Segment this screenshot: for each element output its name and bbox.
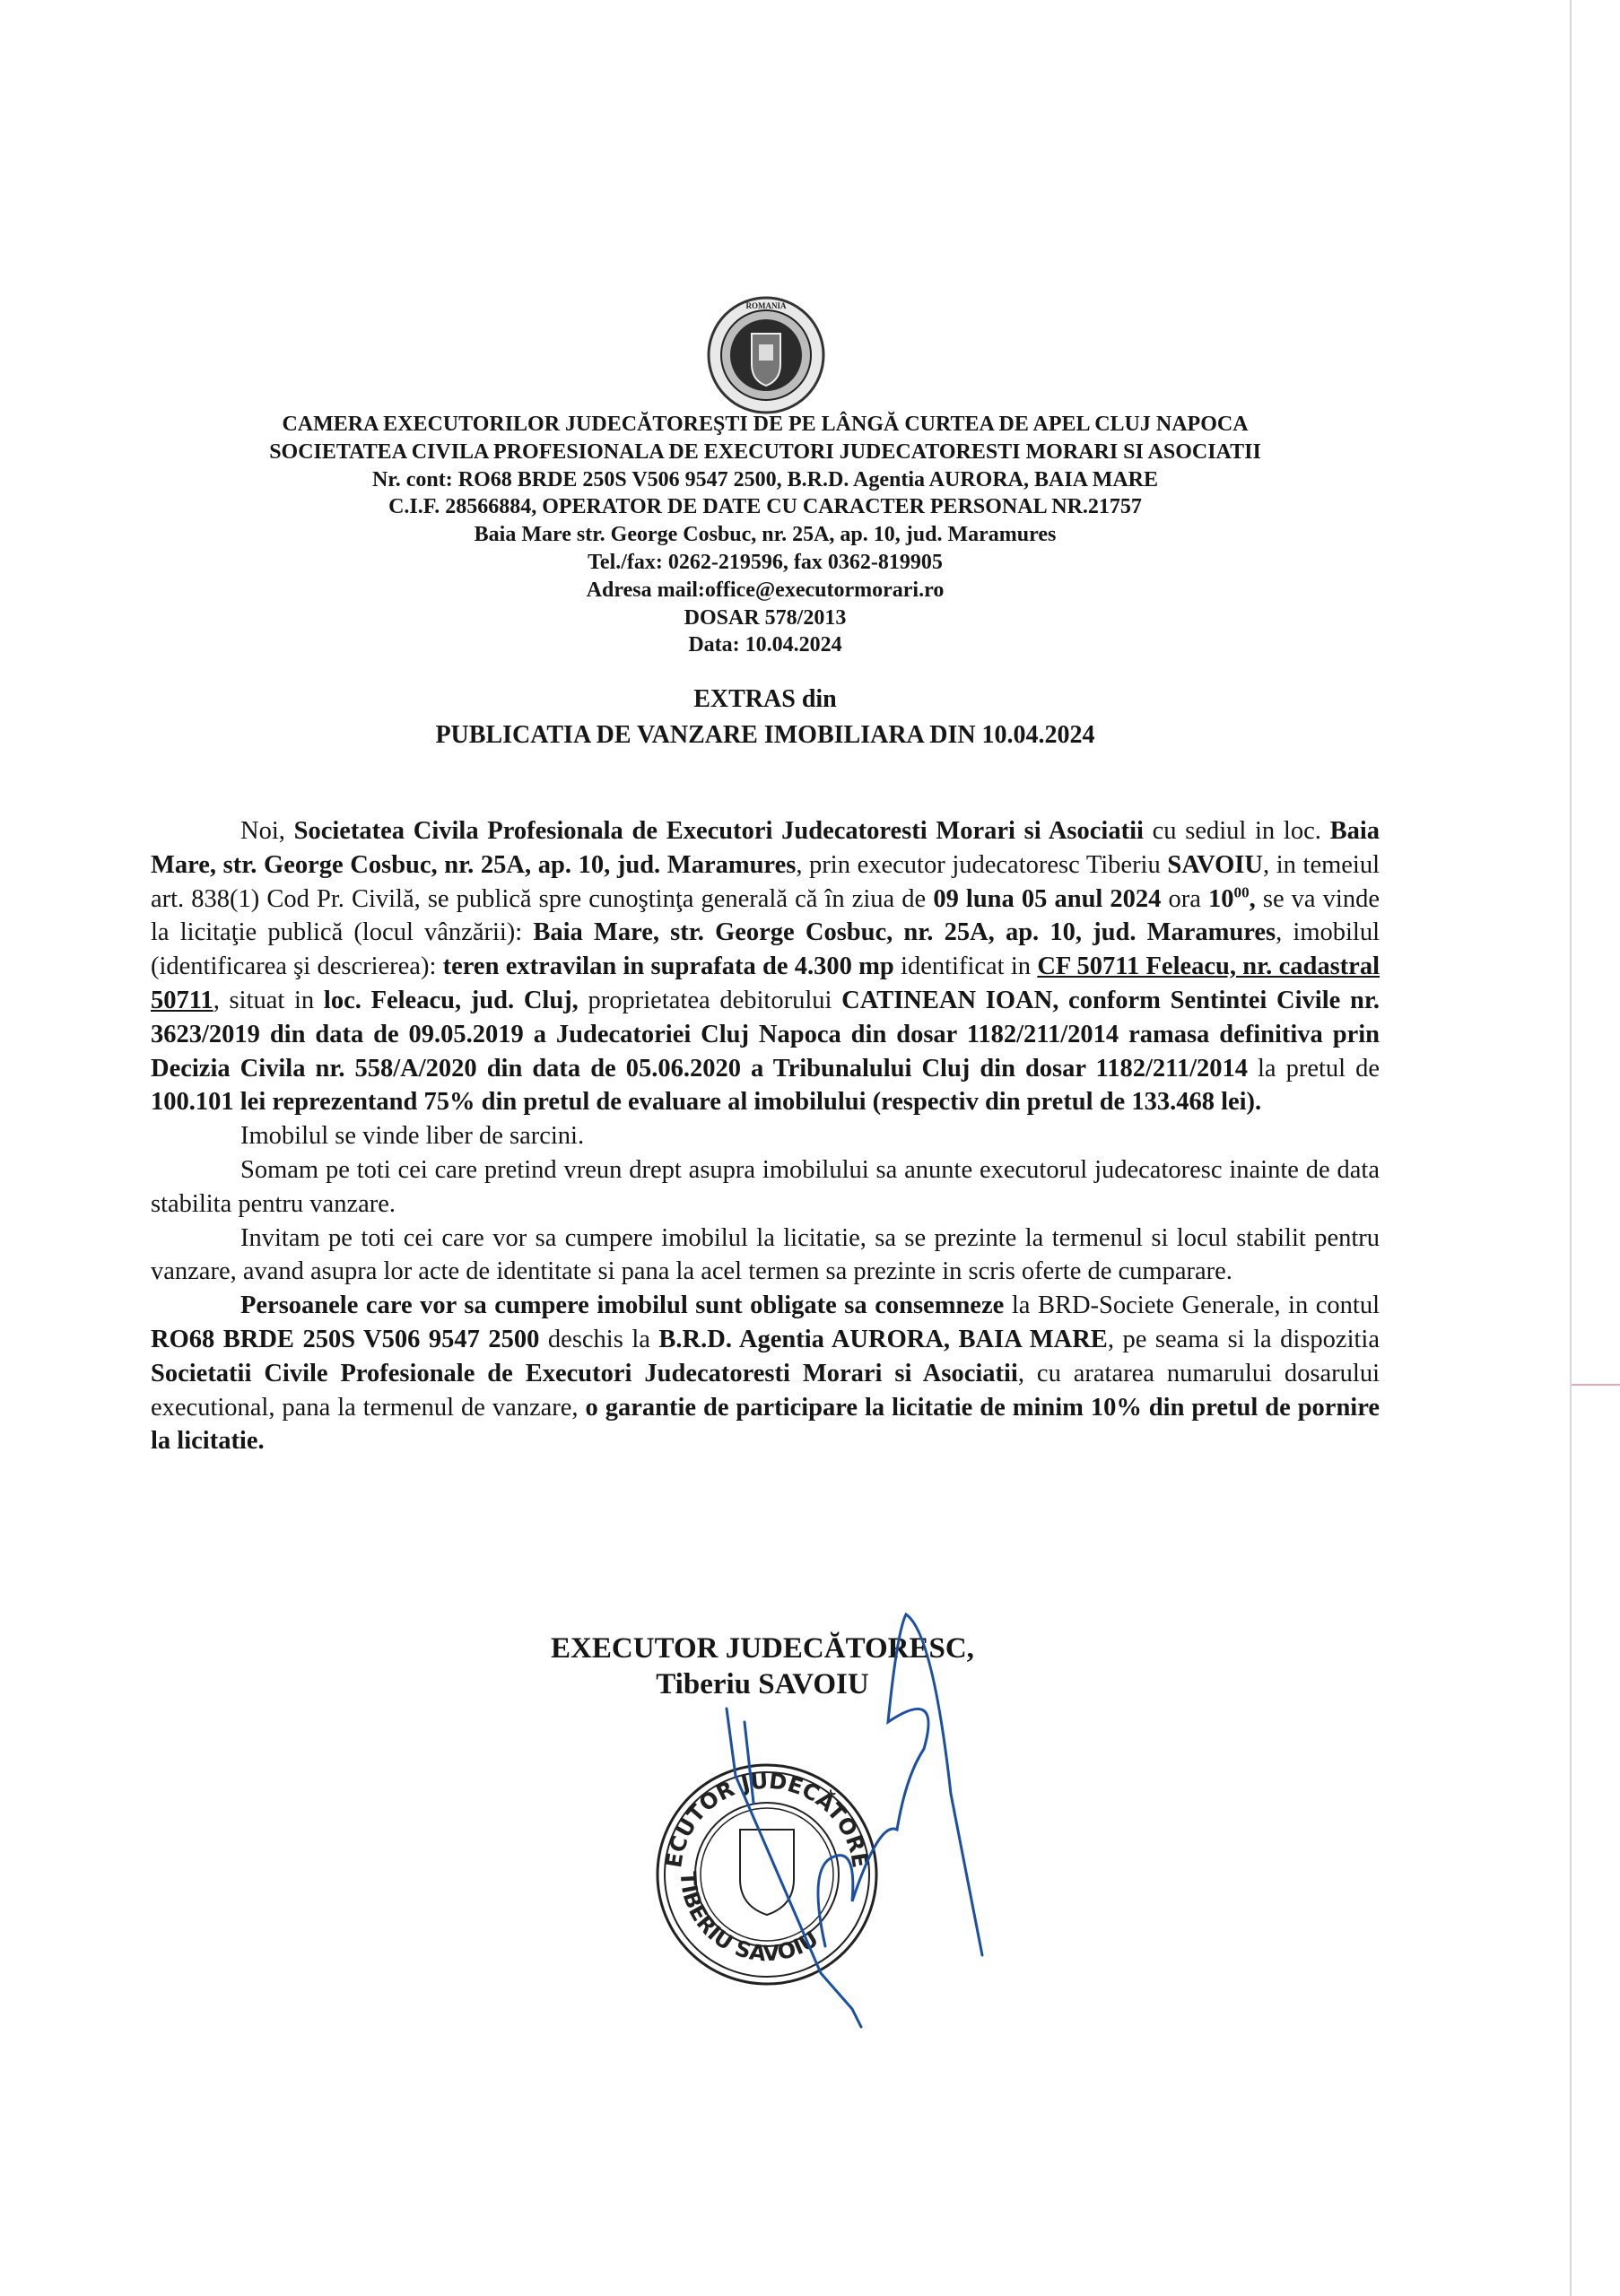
text: , imobilul (identificarea şi descrierea): bbox=[151, 918, 1380, 981]
paragraph-invitation bbox=[151, 1222, 1380, 1290]
letterhead-cif: C.I.F. 28566884, OPERATOR DE DATE CU CARACTER PERSONAL NR.21757 bbox=[388, 495, 1142, 519]
text: se va vinde la licitaţie publică (locul vânzării): bbox=[151, 884, 1380, 947]
bold-text: Baia Mare, str. George Cosbuc, nr. 25A, ap. 10, jud. Maramures bbox=[533, 918, 1276, 947]
text: , situat in bbox=[213, 986, 324, 1014]
letterhead-address: Baia Mare str. George Cosbuc, nr. 25A, ap. 10, jud. Maramures bbox=[474, 523, 1057, 547]
svg-text:EXECUTOR JUDECĂTORESC: EXECUTOR JUDECĂTORESC bbox=[661, 1768, 873, 1880]
text: la pretul de bbox=[1248, 1054, 1380, 1083]
letterhead-account: Nr. cont: RO68 BRDE 250S V506 9547 2500, B.R.D. Agentia AURORA, BAIA MARE bbox=[371, 467, 1159, 491]
bold-text: teren extravilan in suprafata de 4.300 mp bbox=[442, 952, 894, 981]
bold-text: Baia Mare, str. George Cosbuc, nr. 25A, ap. 10, jud. Maramures bbox=[151, 817, 1380, 879]
scan-margin-mark bbox=[1572, 1384, 1620, 1386]
text: cu sediul in loc. bbox=[1143, 817, 1330, 845]
letterhead-dosar: DOSAR 578/2013 bbox=[684, 605, 847, 630]
bold-text: Persoanele care vor sa cumpere imobilul sunt obligate sa consemneze bbox=[240, 1292, 1005, 1320]
text: , cu aratarea numarului dosarului executional, pana la termenul de vanzare, bbox=[151, 1359, 1380, 1422]
letterhead-phone: Tel./fax: 0262-219596, fax 0362-819905 bbox=[588, 550, 943, 574]
bold-text: Societatii Civile Profesionale de Executori Judecatoresti Morari si Asociatii bbox=[151, 1359, 1018, 1387]
paragraph-guarantee bbox=[151, 1289, 1380, 1458]
letterhead-date: Data: 10.04.2024 bbox=[688, 633, 842, 657]
text: deschis la bbox=[539, 1325, 659, 1353]
title-line-2: PUBLICATIA DE VANZARE IMOBILIARA DIN 10.04.2024 bbox=[435, 721, 1095, 749]
round-stamp bbox=[658, 1765, 876, 1984]
svg-text:ROMANIA: ROMANIA bbox=[745, 301, 787, 310]
bold-text: loc. Feleacu, jud. Cluj, bbox=[323, 986, 579, 1014]
text: , prin executor judecatoresc Tiberiu bbox=[796, 850, 1168, 879]
svg-text:TIBERIU SAVOIU: TIBERIU SAVOIU bbox=[675, 1870, 823, 1967]
bold-text: , bbox=[1249, 884, 1256, 913]
executor-stamp-and-signature bbox=[628, 1596, 1041, 2063]
text: proprietatea debitorului bbox=[578, 986, 842, 1014]
text: identificat in bbox=[893, 952, 1038, 981]
letterhead bbox=[151, 411, 1380, 659]
paragraph-announcement bbox=[151, 814, 1380, 1119]
signature-role: EXECUTOR JUDECĂTORESC, bbox=[551, 1632, 974, 1665]
text: Invitam pe toti cei care vor sa cumpere imobilul la licitatie, sa se prezinte la termenul si locul stabilit pentru vanzare, avand asupra lor acte de identitate si pana la acel termen sa prezinte in scris oferte de cumparare. bbox=[151, 1223, 1380, 1286]
bold-text: o garantie de participare la licitatie de minim 10% din pretul de pornire la licitatie. bbox=[151, 1393, 1380, 1456]
paragraph-free-of-charges bbox=[151, 1119, 1380, 1153]
title-line-1: EXTRAS din bbox=[693, 685, 837, 713]
text: la BRD-Societe Generale, in contul bbox=[1004, 1292, 1380, 1320]
bold-text: SAVOIU bbox=[1167, 850, 1263, 879]
paragraph-summons bbox=[151, 1153, 1380, 1222]
bold-text: 10 bbox=[1208, 884, 1234, 913]
bold-text: B.R.D. Agentia AURORA, BAIA MARE bbox=[658, 1325, 1108, 1353]
bold-text: 09 luna 05 anul 2024 bbox=[933, 884, 1162, 913]
bold-text: CATINEAN IOAN, conform Sentintei Civile nr. 3623/2019 din data de 09.05.2019 a Judecatoriei Cluj Napoca din dosar 1182/211/2014 ramasa definitiva prin Decizia Civila nr. 558/A/2020 din data de 05.06.2020 a Tribunalului Cluj din dosar 1182/211/2014 bbox=[151, 986, 1380, 1083]
letterhead-chamber: CAMERA EXECUTORILOR JUDECĂTOREŞTI DE PE LÂNGĂ CURTEA DE APEL CLUJ NAPOCA bbox=[282, 413, 1249, 436]
bold-text: RO68 BRDE 250S V506 9547 2500 bbox=[151, 1325, 540, 1353]
text: Imobilul se vinde liber de sarcini. bbox=[240, 1122, 585, 1151]
crest-seal-icon bbox=[705, 294, 827, 416]
letterhead-company: SOCIETATEA CIVILA PROFESIONALA DE EXECUTORI JUDECATORESTI MORARI SI ASOCIATII bbox=[269, 439, 1261, 464]
bold-text: Societatea Civila Profesionala de Executori Judecatoresti Morari si Asociatii bbox=[293, 817, 1144, 845]
letterhead-email: Adresa mail:office@executormorari.ro bbox=[586, 578, 945, 602]
document-body bbox=[151, 814, 1380, 1458]
bold-text: 00 bbox=[1233, 883, 1250, 901]
text: Noi, bbox=[240, 817, 294, 845]
cadastral-reference: CF 50711 Feleacu, nr. cadastral 50711 bbox=[151, 952, 1380, 1014]
signature-name: Tiberiu SAVOIU bbox=[656, 1668, 869, 1700]
text: ora bbox=[1161, 884, 1209, 913]
bold-text: 100.101 lei reprezentand 75% din pretul de evaluare al imobilului (respectiv din pretul de 133.468 lei). bbox=[151, 1088, 1262, 1117]
document-title bbox=[151, 682, 1380, 753]
text: Somam pe toti cei care pretind vreun drept asupra imobilului sa anunte executorul judecatoresc inainte de data stabilita pentru vanzare. bbox=[151, 1155, 1380, 1218]
scan-edge-line bbox=[1570, 0, 1572, 2296]
text: , pe seama si la dispozitia bbox=[1107, 1325, 1380, 1353]
text: , in temeiul art. 838(1) Cod Pr. Civilă, se publică spre cunoştinţa generală că în ziua de bbox=[151, 850, 1380, 913]
